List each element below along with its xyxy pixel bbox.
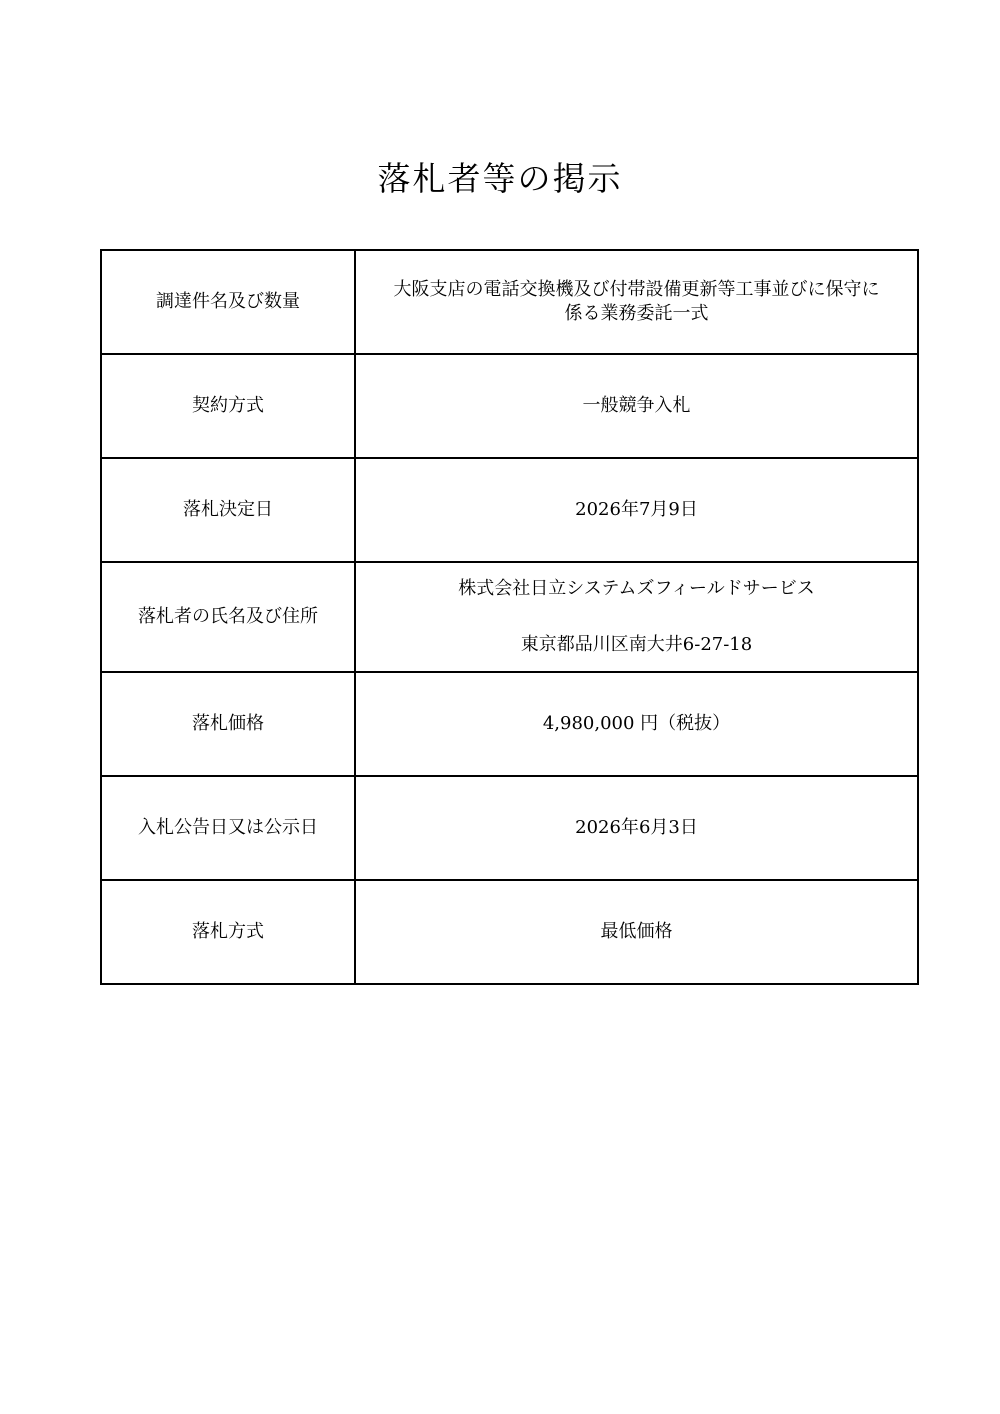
table-row-award-price bbox=[101, 672, 918, 776]
label-award-price: 落札価格 bbox=[101, 672, 355, 776]
value-winner bbox=[355, 562, 918, 672]
table-row-award-date bbox=[101, 458, 918, 562]
procurement-item-line-1: 大阪支店の電話交換機及び付帯設備更新等工事並びに保守に bbox=[393, 279, 880, 300]
value-notice-date: 2026年6月3日 bbox=[355, 776, 918, 880]
table-row-contract-method bbox=[101, 354, 918, 458]
value-contract-method: 一般競争入札 bbox=[355, 354, 918, 458]
label-winner: 落札者の氏名及び住所 bbox=[101, 562, 355, 672]
winner-spacer bbox=[362, 601, 911, 633]
table-row-procurement-item bbox=[101, 250, 918, 354]
value-procurement-item bbox=[355, 250, 918, 354]
award-notice-table bbox=[100, 249, 919, 985]
winner-address: 東京都品川区南大井6-27-18 bbox=[520, 634, 753, 655]
label-contract-method: 契約方式 bbox=[101, 354, 355, 458]
value-award-method: 最低価格 bbox=[355, 880, 918, 984]
label-award-date: 落札決定日 bbox=[101, 458, 355, 562]
table-row-award-method bbox=[101, 880, 918, 984]
label-award-method: 落札方式 bbox=[101, 880, 355, 984]
table-row-notice-date bbox=[101, 776, 918, 880]
page-title: 落札者等の掲示 bbox=[377, 159, 623, 198]
label-notice-date: 入札公告日又は公示日 bbox=[101, 776, 355, 880]
winner-name: 株式会社日立システムズフィールドサービス bbox=[458, 578, 815, 599]
procurement-item-line-2: 係る業務委託一式 bbox=[564, 303, 709, 324]
table-row-winner bbox=[101, 562, 918, 672]
value-award-price: 4,980,000 円（税抜） bbox=[355, 672, 918, 776]
value-award-date: 2026年7月9日 bbox=[355, 458, 918, 562]
label-procurement-item: 調達件名及び数量 bbox=[101, 250, 355, 354]
